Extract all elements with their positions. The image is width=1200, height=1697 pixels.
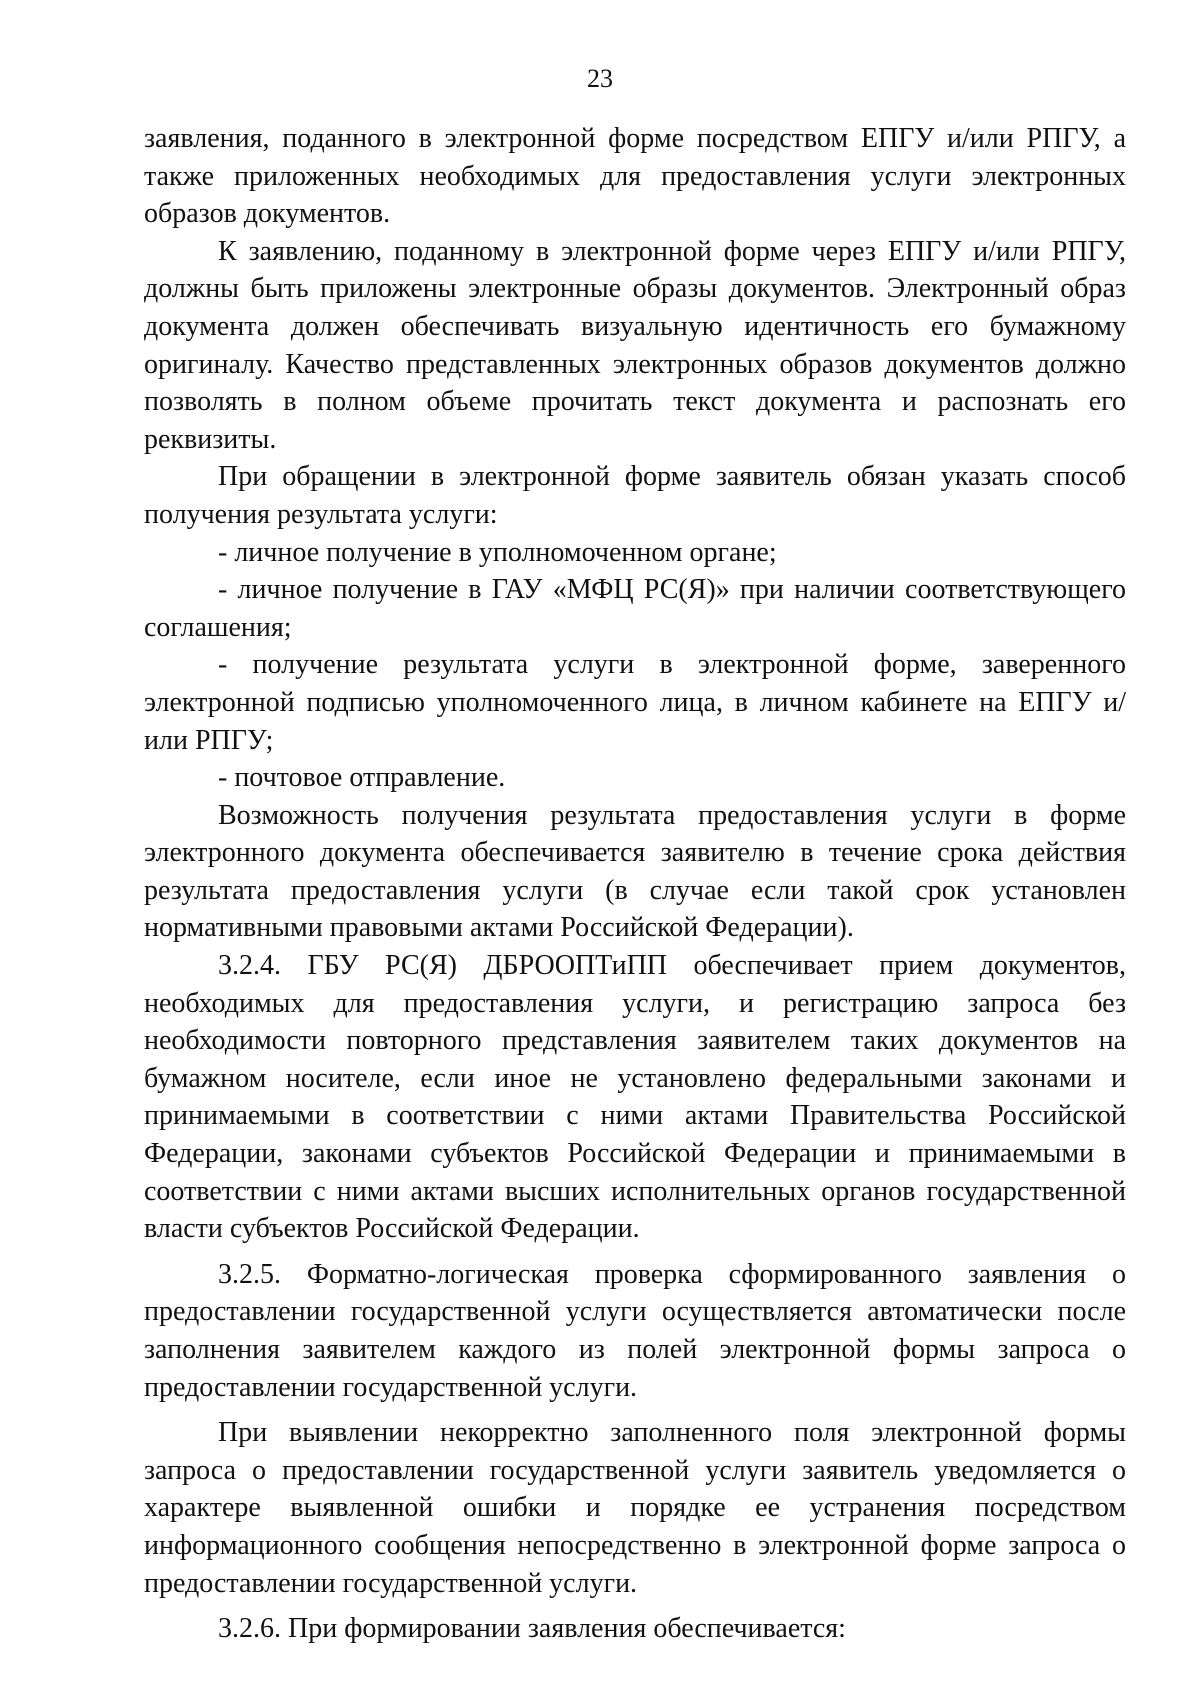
list-item-authority: - личное получение в уполномоченном органе; (218, 536, 777, 568)
section-3-2-6: 3.2.6. При формировании заявления обеспечивается: (218, 1613, 846, 1645)
paragraph-continuation: заявления, поданного в электронной форме посредством ЕПГУ и/или РПГУ, а также приложенных необходимых для предоставления услуги электронных образов документов. (144, 123, 1126, 230)
list-item-electronic: - получение результата услуги в электронной форме, заверенного электронной подписью уполномоченного лица, в личном кабинете на ЕПГУ и/или РПГУ; (144, 649, 1126, 756)
section-3-2-5: 3.2.5. Форматно-логическая проверка сформированного заявления о предоставлении государственной услуги осуществляется автоматически после заполнения заявителем каждого из полей электронной формы запроса о предоставлении государственной услуги. (144, 1258, 1126, 1403)
paragraph-result-method: При обращении в электронной форме заявитель обязан указать способ получения результата услуги: (144, 461, 1126, 530)
list-item-post: - почтовое отправление. (218, 762, 506, 794)
section-3-2-4: 3.2.4. ГБУ РС(Я) ДБРООПТиПП обеспечивает прием документов, необходимых для предоставления услуги, и регистрацию запроса без необходимости повторного представления заявителем таких документов на бумажном носителе, если иное не установлено федеральными законами и принимаемыми в соответствии с ними актами Правительства Российской Федерации, законами субъектов Российской Федерации и принимаемыми в соответствии с ними актами высших исполнительных органов государственной власти субъектов Российской Федерации. (144, 950, 1126, 1245)
page-number: 23 (587, 64, 613, 93)
paragraph-electronic-result: Возможность получения результата предоставления услуги в форме электронного документа обеспечивается заявителю в течение срока действия результата предоставления услуги (в случае если такой срок установлен нормативными правовыми актами Российской Федерации). (144, 799, 1126, 944)
paragraph-error-notification: При выявлении некорректно заполненного поля электронной формы запроса о предоставлении государственной услуги заявитель уведомляется о характере выявленной ошибки и порядке ее устранения посредством информационного сообщения непосредственно в электронной форме запроса о предоставлении государственной услуги. (144, 1417, 1126, 1599)
list-item-mfc: - личное получение в ГАУ «МФЦ РС(Я)» при наличии соответствующего соглашения; (144, 574, 1126, 643)
document-body (144, 120, 1126, 1648)
paragraph-electronic-images: К заявлению, поданному в электронной форме через ЕПГУ и/или РПГУ, должны быть приложены электронные образы документов. Электронный образ документа должен обеспечивать визуальную идентичность его бумажному оригиналу. Качество представленных электронных образов документов должно позволять в полном объеме прочитать текст документа и распознать его реквизиты. (144, 235, 1126, 455)
